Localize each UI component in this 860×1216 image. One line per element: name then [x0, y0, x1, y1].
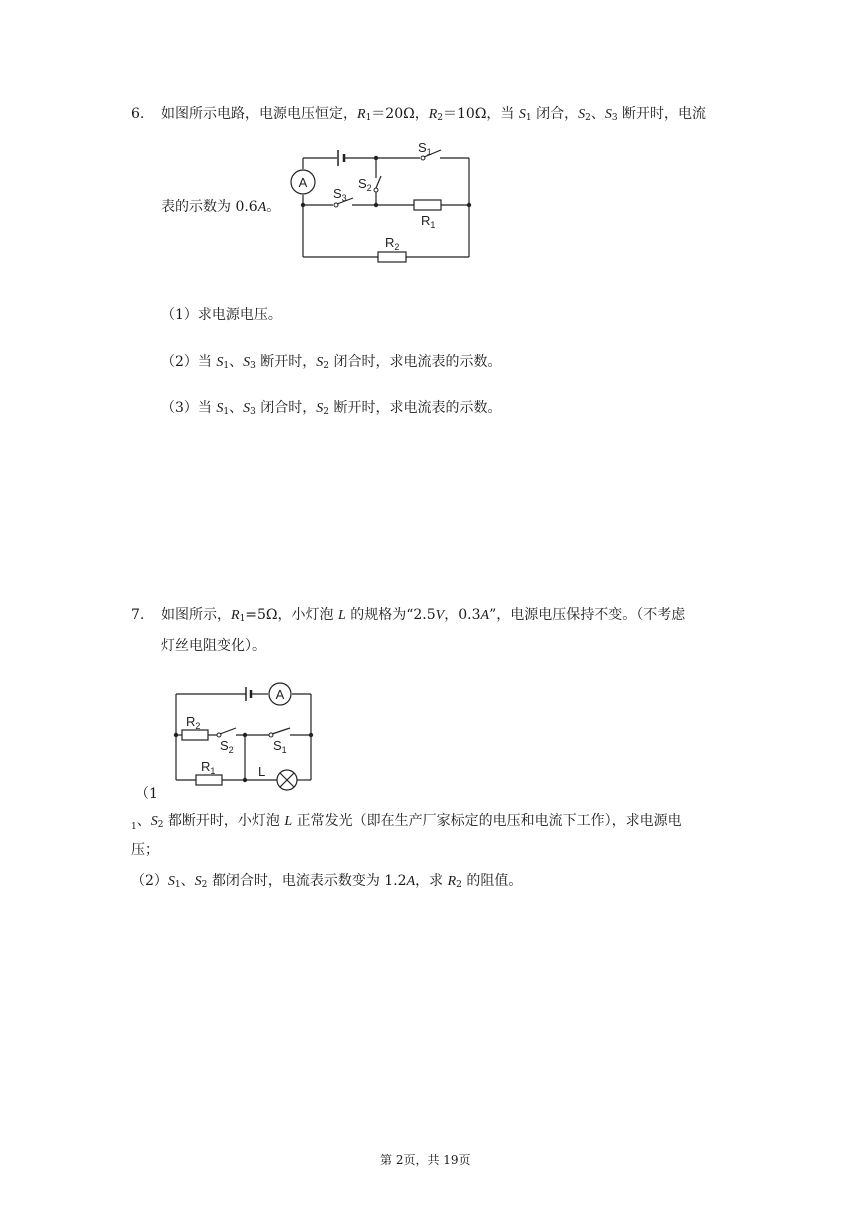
q6-stem-line2: 表的示数为 0.6A。 [161, 199, 281, 215]
q7-number: 7. [131, 607, 145, 623]
q7-r1-label: $R_1$ [201, 759, 216, 776]
q7-s2-blade [220, 728, 236, 734]
q7-sub2: $(2)S_1$、$S_2$ 都闭合时，电流表示数变为 1.2A，求 $R_2$ 的阻值。 [131, 873, 523, 890]
q7-junction [243, 733, 247, 737]
q6-sub2: （2）当 $S_1$、$S_3$ 断开时，$S_2$ 闭合时，求电流表的示数。 [161, 354, 502, 371]
q7-r2-label: $R_2$ [186, 714, 201, 731]
q6-r2-label: $R_2$ [385, 235, 400, 252]
q7-sub1-line1: $_1$、$S_2$ 都断开时，小灯泡 L 正常发光（即在生产厂家标定的电压和电流下工作），求电源电 [131, 813, 682, 832]
q7-junction [243, 778, 247, 782]
q7-sub1-line2: 压； [131, 842, 159, 858]
q6-sub1: （1）求电源电压。 [161, 307, 282, 323]
page-footer: 第 2页，共 19页 [380, 1153, 471, 1167]
q6-s2-label: $S_2$ [358, 176, 372, 193]
q6-s3-label: $S_3$ [333, 186, 347, 203]
q7-r2-resistor [182, 730, 208, 740]
q6-ammeter-label: A [298, 175, 308, 190]
q7-r1-resistor [196, 775, 222, 785]
q6-stem-line1: 如图所示电路，电源电压恒定，$R_1=20\Omega$，$R_2=10\Omega$，当 $S_1$ 闭合，$S_2$、$S_3$ 断开时，电流 [161, 106, 706, 123]
q7-junction [309, 733, 313, 737]
q6-r1-label: $R_1$ [421, 213, 436, 230]
q6-number: 6. [131, 106, 145, 122]
q6-s1-label: $S_1$ [418, 140, 432, 157]
q7-s2-label: $S_2$ [220, 738, 234, 755]
q7-stem-line1: 如图所示，$R_1=5\Omega$，小灯泡 L 的规格为“2.5V，0.3A”，电源电压保持不变。（不考虑 [161, 607, 686, 624]
q7-ammeter-label: A [275, 687, 285, 702]
q7-lamp-label: L [258, 764, 266, 779]
q7-s1-label: $S_1$ [273, 738, 287, 755]
q7-junction [174, 733, 178, 737]
q7-sub1-fragment: （1 [135, 786, 158, 802]
q6-sub3: （3）当 $S_1$、$S_3$ 闭合时，$S_2$ 断开时，求电流表的示数。 [161, 400, 502, 417]
q7-s1-blade [272, 728, 290, 734]
q7-stem-line2: 灯丝电阻变化）。 [161, 638, 266, 654]
